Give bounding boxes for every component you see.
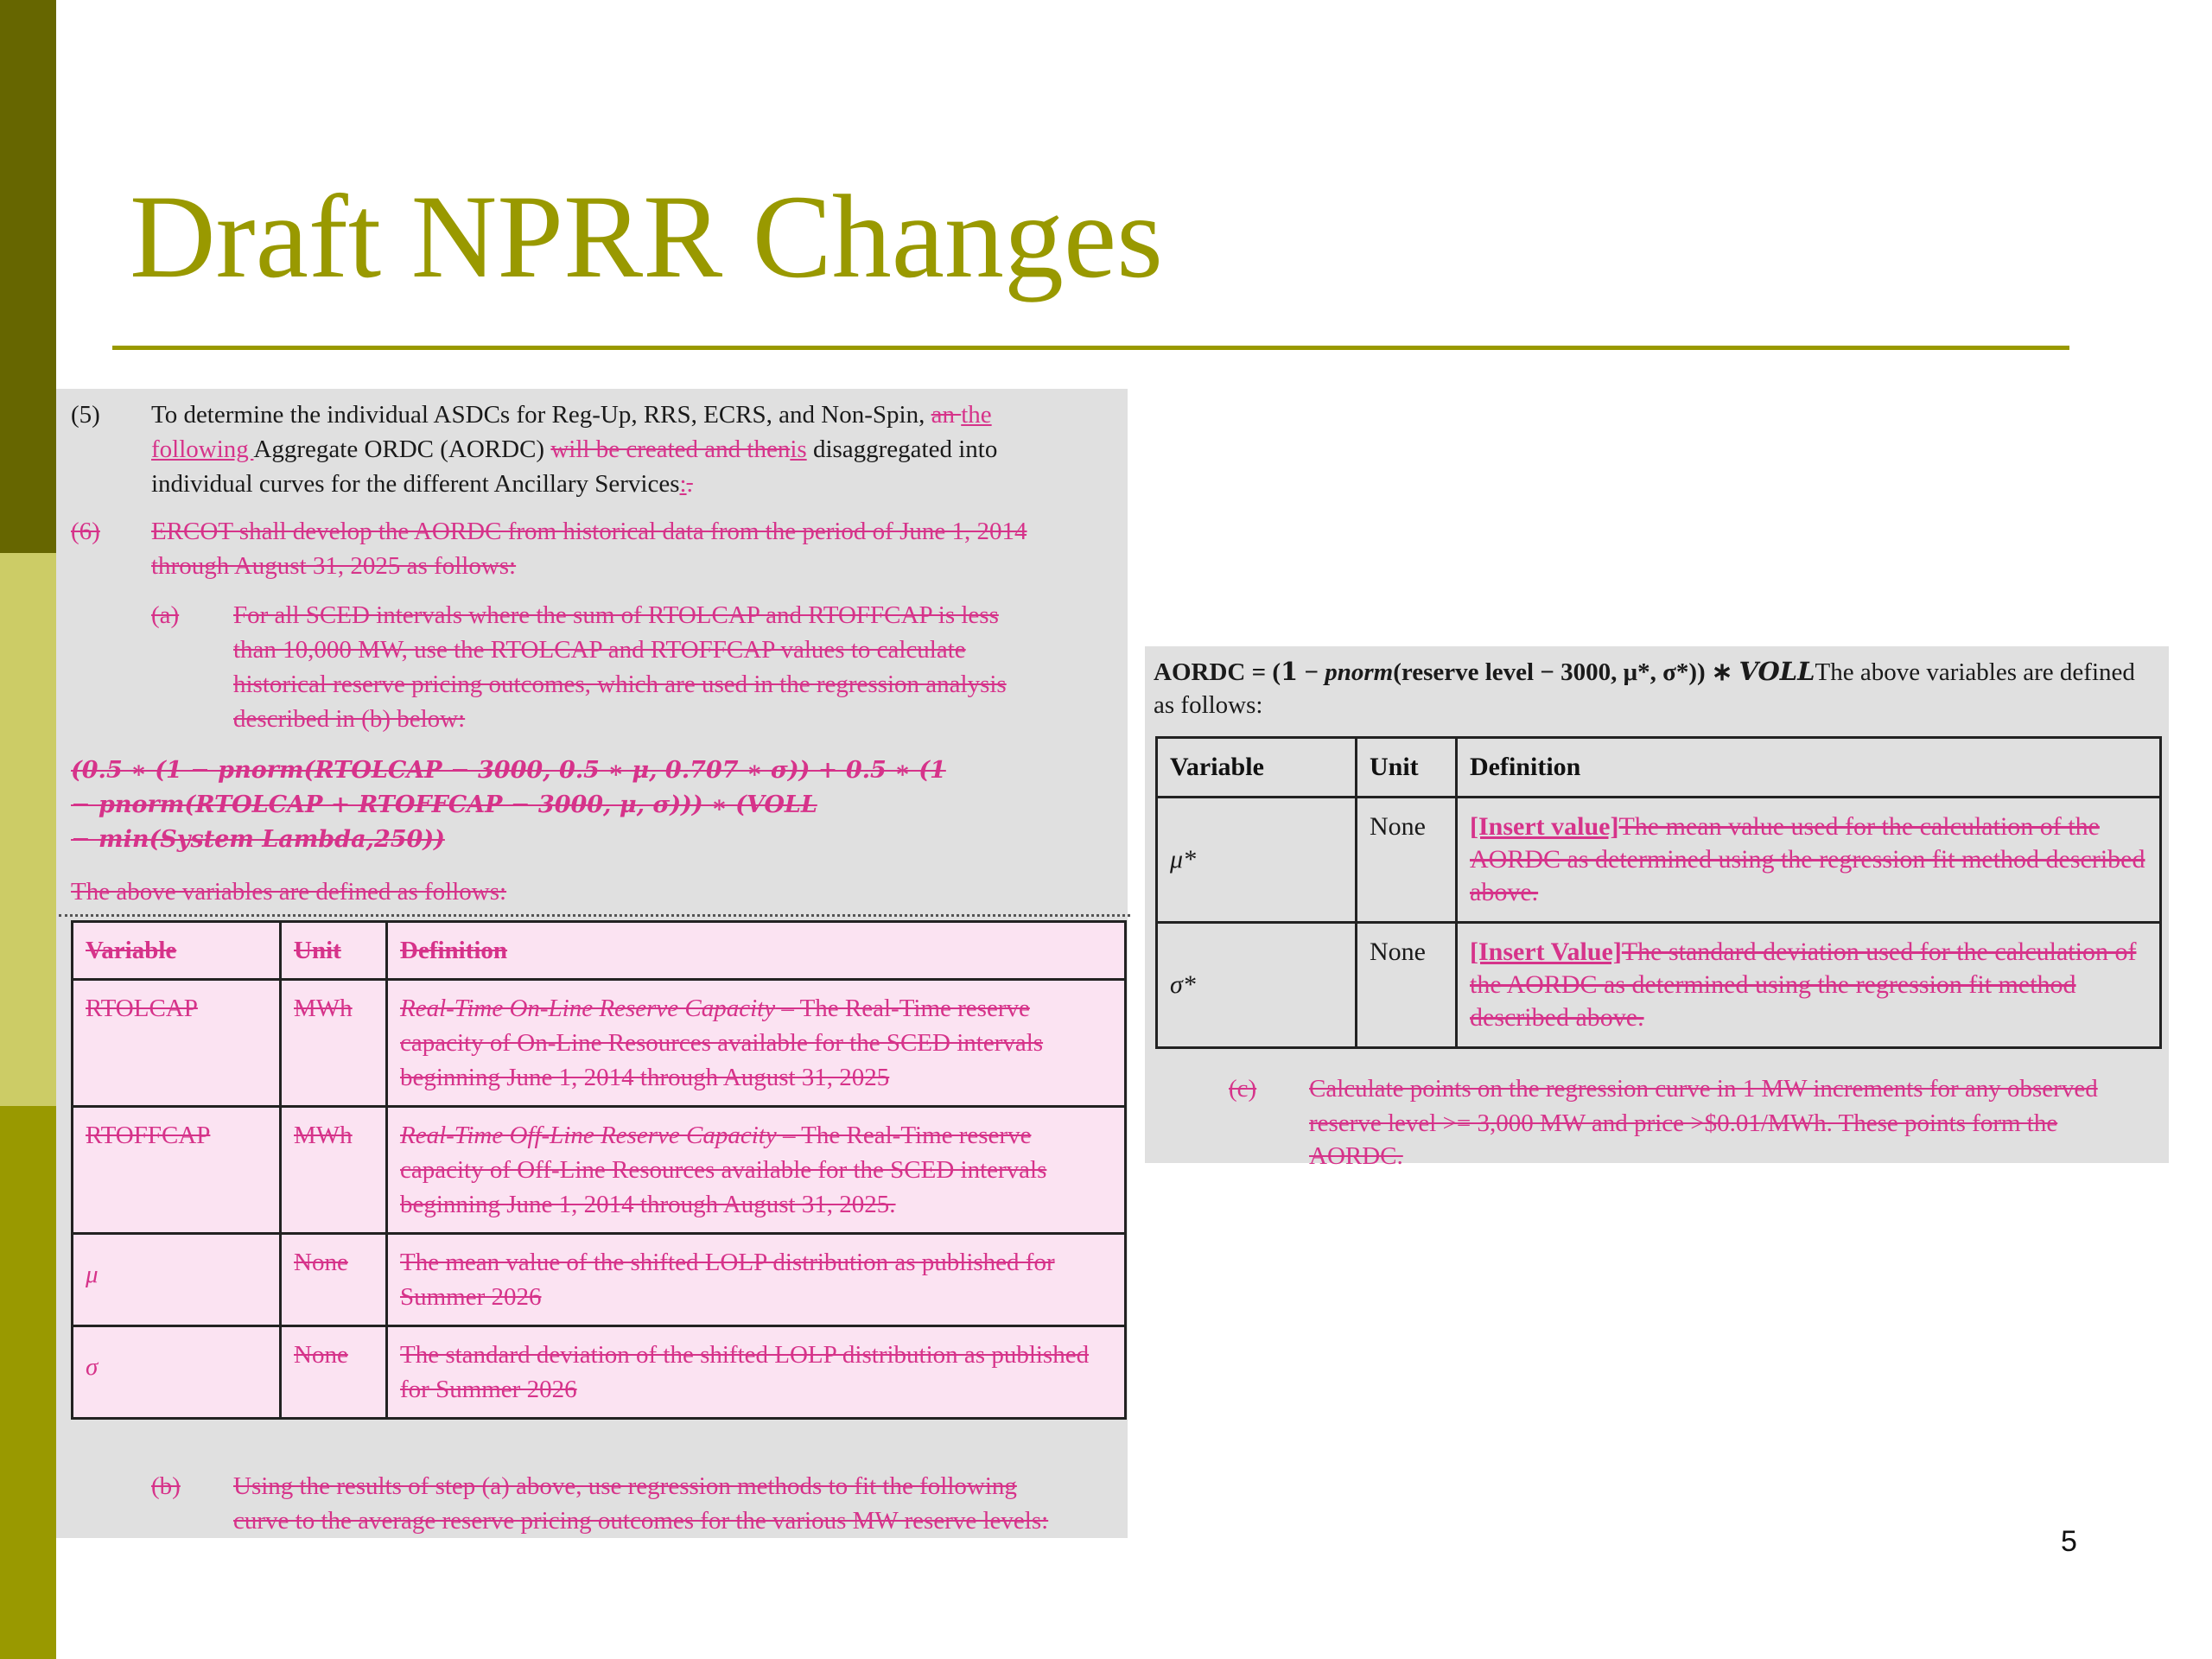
table-row: σ None The standard deviation of the shifted LOLP distribution as published for Summer 2026 <box>73 1326 1126 1419</box>
table-row: RTOLCAP MWh Real-Time On-Line Reserve Capacity – The Real-Time reserve capacity of On-Line Resources available for the SCED intervals beginning June 1, 2014 through August 31, 2025 <box>73 980 1126 1107</box>
para-a-line-1: For all SCED intervals where the sum of RTOLCAP and RTOFFCAP is less <box>233 601 999 629</box>
right-variables-table <box>1155 736 2162 1049</box>
para-5-line-2: following Aggregate ORDC (AORDC) will be created and thenis disaggregated into <box>151 435 998 463</box>
para-b-number: (b) <box>151 1472 181 1500</box>
header-definition: Definition <box>1457 738 2161 798</box>
dotted-divider <box>59 914 1130 917</box>
slide-title: Draft NPRR Changes <box>130 170 1163 302</box>
para-5-line-3: individual curves for the different Ancillary Services:. <box>151 470 693 498</box>
table-row: σ* None [Insert Value]The standard deviation used for the calculation of the AORDC as determined using the regression fit method described above. <box>1157 923 2161 1048</box>
para-5-line-1: To determine the individual ASDCs for Reg-Up, RRS, ECRS, and Non-Spin, an the <box>151 401 992 429</box>
header-unit: Unit <box>281 922 387 980</box>
para-5-number: (5) <box>71 401 100 429</box>
deleted-formula: (0.5 ∗ (1 − pnorm(RTOLCAP − 3000, 0.5 ∗ μ, 0.707 ∗ σ)) + 0.5 ∗ (1 − pnorm(RTOLCAP + RTOFFCAP − 3000, μ, σ))) ∗ (VOLL − min(System Lambda,250)) <box>71 757 946 853</box>
para-6-number: (6) <box>71 518 100 545</box>
header-definition: Definition <box>387 922 1126 980</box>
title-underline <box>112 346 2069 350</box>
header-variable: Variable <box>73 922 281 980</box>
para-6-line-1: ERCOT shall develop the AORDC from historical data from the period of June 1, 2014 <box>151 518 1027 545</box>
para-c-number: (c) <box>1229 1075 1257 1103</box>
para-a-line-3: historical reserve pricing outcomes, which are used in the regression analysis <box>233 671 1007 698</box>
header-unit: Unit <box>1357 738 1457 798</box>
para-b-line-1: Using the results of step (a) above, use regression methods to fit the following <box>233 1472 1017 1500</box>
para-c-line-1: Calculate points on the regression curve in 1 MW increments for any observed <box>1309 1075 2098 1103</box>
left-accent-band-middle <box>0 553 56 1106</box>
table-header-row <box>1157 738 2161 798</box>
table-row: RTOFFCAP MWh Real-Time Off-Line Reserve Capacity – The Real-Time reserve capacity of Off-Line Resources available for the SCED intervals beginning June 1, 2014 through August 31, 2025. <box>73 1107 1126 1234</box>
table-row: μ None The mean value of the shifted LOLP distribution as published for Summer 2026 <box>73 1234 1126 1326</box>
para-a-line-4: described in (b) below: <box>233 705 466 733</box>
para-c-line-3: AORDC. <box>1309 1142 1403 1170</box>
variables-defined-text: The above variables are defined as follows: <box>71 878 507 906</box>
table-row: μ* None [Insert value]The mean value used for the calculation of the AORDC as determined using the regression fit method described above. <box>1157 798 2161 923</box>
table-header-row <box>73 922 1126 980</box>
aordc-formula: AORDC = (1 − pnorm(reserve level − 3000, μ*, σ*)) ∗ VOLLThe above variables are defined as follows: <box>1154 657 2135 719</box>
page-number: 5 <box>2061 1525 2077 1558</box>
left-accent-band-top <box>0 0 56 553</box>
para-c-line-2: reserve level >= 3,000 MW and price >$0.01/MWh. These points form the <box>1309 1109 2058 1137</box>
header-variable: Variable <box>1157 738 1357 798</box>
para-6-line-2: through August 31, 2025 as follows: <box>151 552 517 580</box>
para-a-line-2: than 10,000 MW, use the RTOLCAP and RTOFFCAP values to calculate <box>233 636 966 664</box>
para-a-number: (a) <box>151 601 180 629</box>
left-variables-table <box>71 920 1127 1420</box>
left-accent-band-bottom <box>0 1106 56 1659</box>
para-b-line-2: curve to the average reserve pricing outcomes for the various MW reserve levels: <box>233 1507 1049 1535</box>
